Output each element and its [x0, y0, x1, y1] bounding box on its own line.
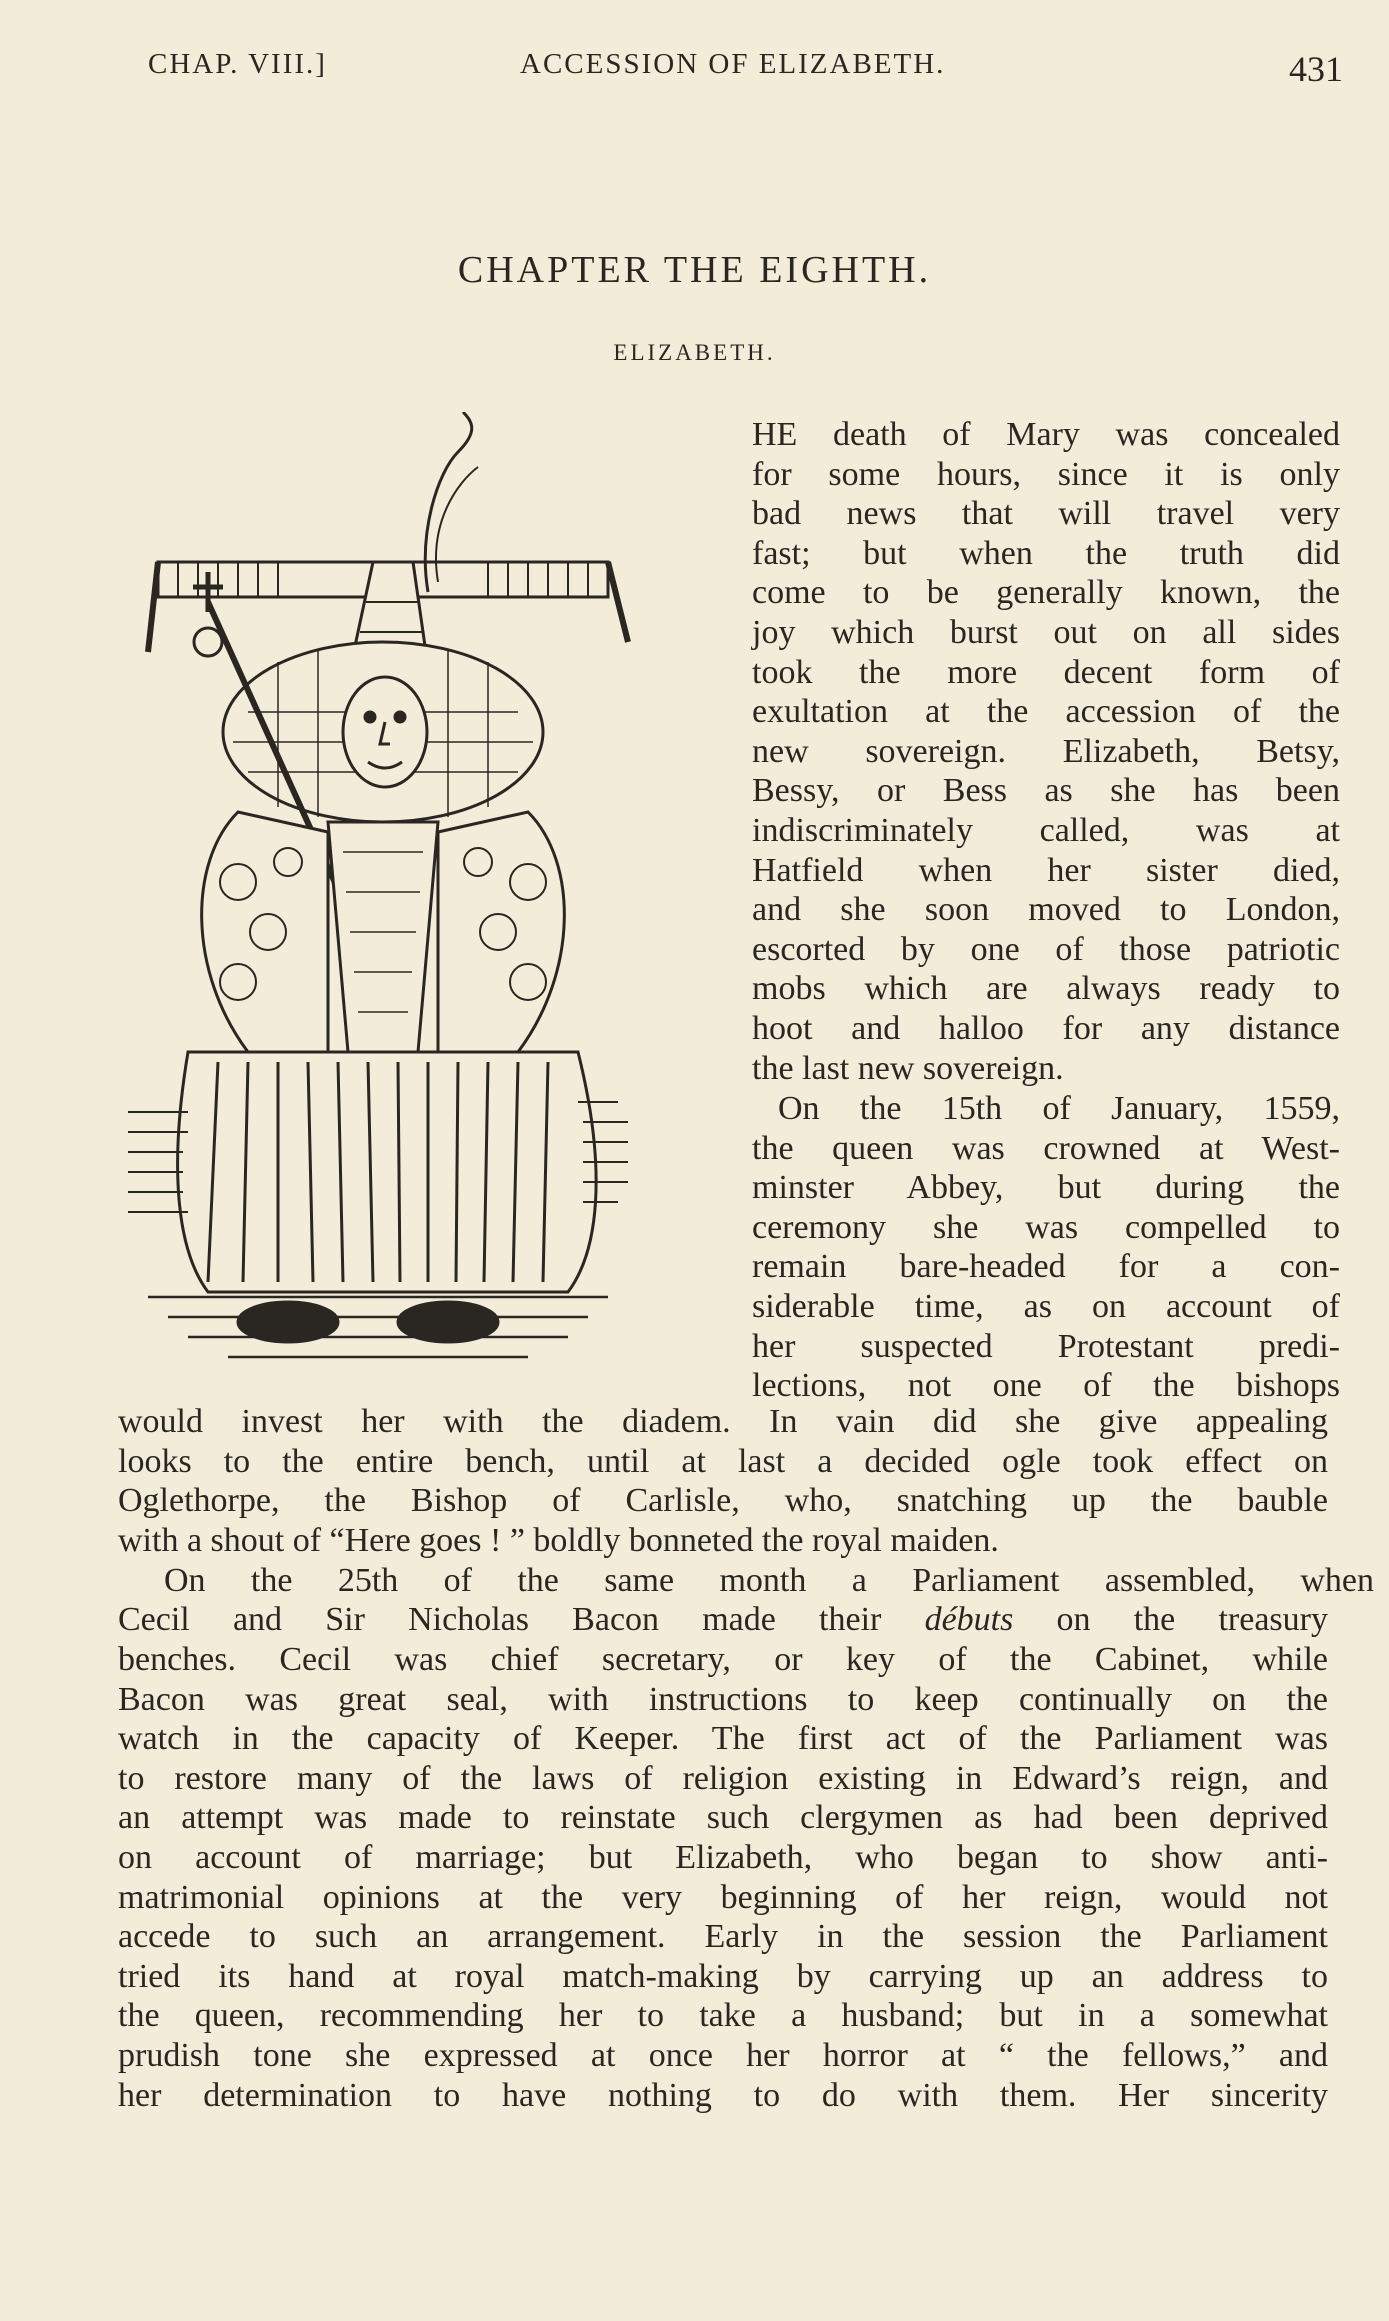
page-number: 431 — [1289, 49, 1343, 89]
running-title: ACCESSION OF ELIZABETH. — [520, 48, 946, 80]
text-line: indiscriminately called, was at — [752, 811, 1340, 849]
text-line: mobs which are always ready to — [752, 970, 1340, 1008]
text-line: new sovereign. Elizabeth, Betsy, — [752, 732, 1340, 770]
text-line: to restore many of the laws of religion existing in Edward’s reign, and — [118, 1759, 1328, 1797]
text-line: fast; but when the truth did — [752, 534, 1340, 572]
text-line: bad news that will travel very — [752, 495, 1340, 533]
text-line: watch in the capacity of Keeper. The first act of the Parliament was — [118, 1720, 1328, 1758]
chapter-label: CHAP. VIII.] — [148, 48, 327, 80]
chapter-title: CHAPTER THE EIGHTH. — [457, 249, 932, 291]
text-line: HE death of Mary was concealed — [752, 416, 1340, 453]
text-line: On the 15th of January, 1559, — [778, 1090, 1340, 1127]
text-line: looks to the entire bench, until at last a decided ogle took effect on — [118, 1442, 1328, 1480]
text-line: accede to such an arrangement. Early in the session the Parliament — [118, 1918, 1328, 1956]
parliament-paragraph-line: Cecil and Sir Nicholas Bacon made their débuts on the treasury — [118, 1601, 1328, 1638]
text-line: Bacon was great seal, with instructions to keep continually on the — [118, 1680, 1328, 1718]
text-line: Oglethorpe, the Bishop of Carlisle, who, snatching up the bauble — [118, 1482, 1328, 1520]
debuts-italic: débuts — [924, 1601, 1014, 1638]
text-line: come to be generally known, the — [752, 574, 1340, 612]
text-line: matrimonial opinions at the very beginning of her reign, would not — [118, 1878, 1328, 1916]
text-line: her suspected Protestant predi- — [752, 1327, 1340, 1365]
text-line: tried its hand at royal match-making by carrying up an address to — [118, 1957, 1328, 1995]
section-title: ELIZABETH. — [613, 340, 776, 365]
text-line: siderable time, as on account of — [752, 1287, 1340, 1325]
text-line: an attempt was made to reinstate such clergymen as had been deprived — [118, 1799, 1328, 1837]
text-line: took the more decent form of — [752, 653, 1340, 691]
text-line: Hatfield when her sister died, — [752, 851, 1340, 889]
running-head — [148, 48, 1343, 98]
text-line: ceremony she was compelled to — [752, 1208, 1340, 1246]
text-line: minster Abbey, but during the — [752, 1169, 1340, 1207]
text-line: benches. Cecil was chief secretary, or key of the Cabinet, while — [118, 1641, 1328, 1678]
text-line: exultation at the accession of the — [752, 693, 1340, 731]
text-line: her determination to have nothing to do with them. Her sincerity — [118, 2076, 1328, 2114]
text-line: lections, not one of the bishops — [752, 1367, 1340, 1405]
text-line: and she soon moved to London, — [752, 891, 1340, 929]
text-line: would invest her with the diadem. In vain did she give appealing — [118, 1403, 1328, 1440]
text-line: remain bare-headed for a con- — [752, 1248, 1340, 1286]
text-line: with a shout of “Here goes ! ” boldly bonneted the royal maiden. — [118, 1521, 999, 1559]
elizabeth-illustration — [128, 412, 748, 1392]
text-line: escorted by one of those patriotic — [752, 930, 1340, 968]
text-line: the queen, recommending her to take a husband; but in a somewhat — [118, 1997, 1328, 2035]
text-line: the queen was crowned at West- — [752, 1129, 1340, 1167]
text-line: prudish tone she expressed at once her horror at “ the fellows,” and — [118, 2037, 1328, 2074]
opening-paragraph — [752, 415, 1340, 1088]
coronation-paragraph-column — [752, 1089, 1340, 1406]
text-line: the last new sovereign. — [752, 1049, 1064, 1087]
text-line: joy which burst out on all sides — [752, 613, 1340, 651]
text-line: Bessy, or Bess as she has been — [752, 772, 1340, 810]
text-line: hoot and halloo for any distance — [752, 1009, 1340, 1047]
parliament-paragraph-line: On the 25th of the same month a Parliament assembled, when — [164, 1562, 1374, 1599]
text-line: for some hours, since it is only — [752, 455, 1340, 493]
text-line: on account of marriage; but Elizabeth, who began to show anti- — [118, 1839, 1328, 1876]
